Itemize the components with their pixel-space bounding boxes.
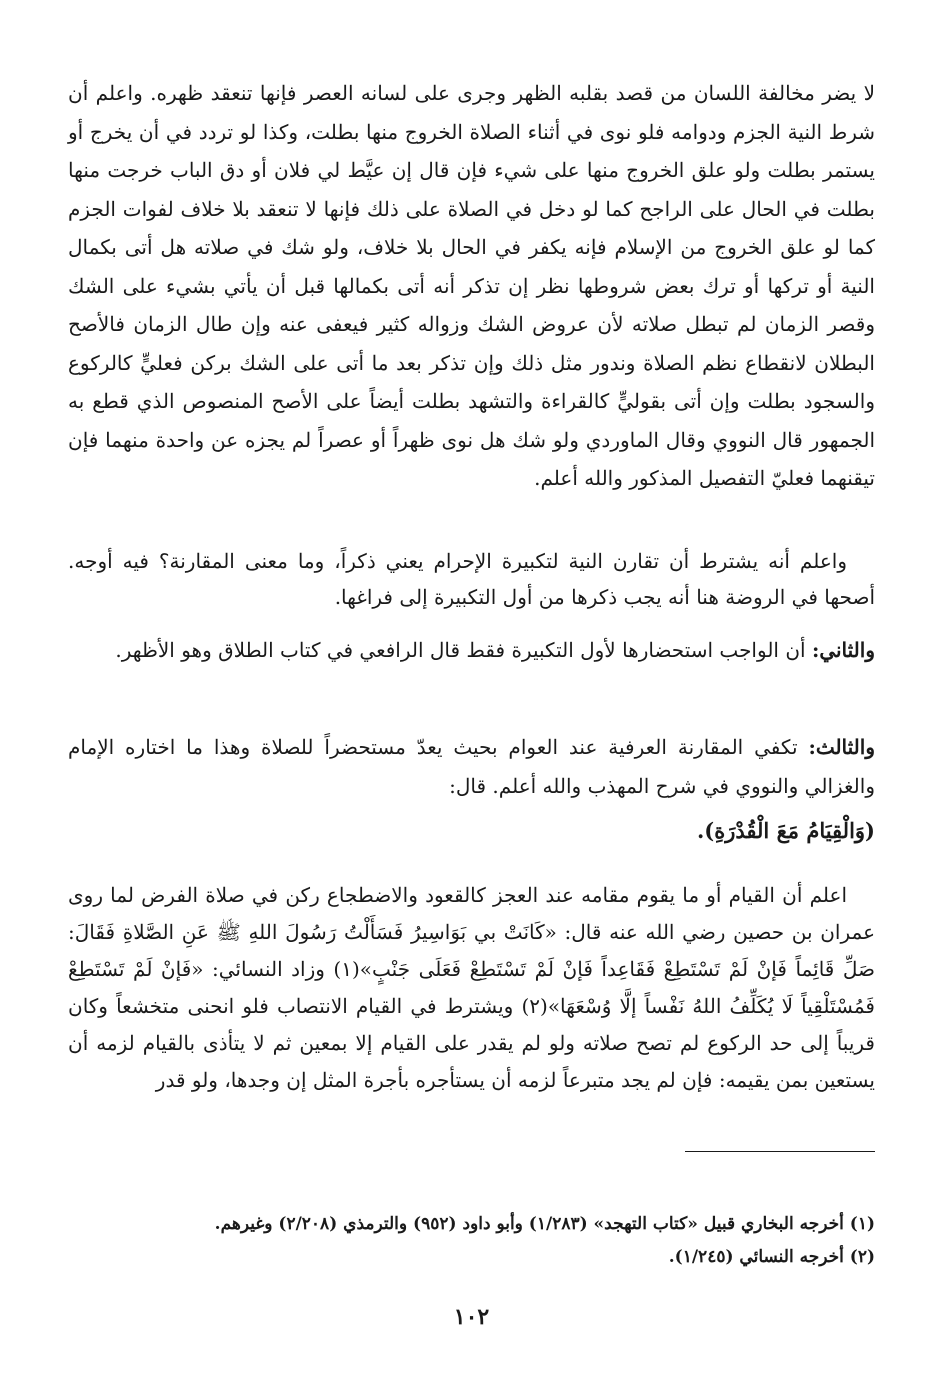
body-paragraph-5: اعلم أن القيام أو ما يقوم مقامه عند العجز كالقعود والاضطجاع ركن في صلاة الفرض لما روى عمران بن حصين رضي الله عنه قال: «كَانَتْ بي بَوَاسِيرُ فَسَأَلْتُ رَسُولَ اللهِ ﷺ عَنِ الصَّلاةِ فَقَالَ: صَلِّ قَائِماً فَإنْ لَمْ تَسْتَطِعْ فَقَاعِداً فَإنْ لَمْ تَسْتَطِعْ فَعَلَى جَنْبٍ»(١) وزاد النسائي: «فَإنْ لَمْ تَسْتَطِعْ فَمُسْتَلْقِياً لَا يُكَلِّفُ اللهُ نَفْساً إلَّا وُسْعَهَا»(٢) ويشترط في القيام الانتصاب فلو انحنى متخشعاً وكان قريباً إلى حد الركوع لم تصح صلاته ولو لم يقدر على القيام إلا بمعين ثم لا يتأذى بالقيام لزمه أن يستعين بمن يقيمه: فإن لم يجد متبرعاً لزمه أن يستأجره بأجرة المثل إن وجدها، ولو قدر — [68, 883, 875, 1092]
option-label-second: والثاني: — [811, 638, 875, 662]
body-paragraph-1: لا يضر مخالفة اللسان من قصد بقلبه الظهر وجرى على لسانه العصر فإنها تنعقد ظهره. واعلم أن شرط النية الجزم ودوامه فلو نوى في أثناء الصلاة الخروج منها بطلت، وكذا لو تردد في أن يخرج أو يستمر بطلت ولو علق الخروج منها على شيء فإن قال إن عيَّط لي فلان أو دق الباب خرجت منها بطلت في الحال على الراجح كما لو دخل في الصلاة على ذلك فإنها لا تنعقد بلا خلاف لفوات الجزم كما لو علق الخروج من الإسلام فإنه يكفر في الحال بلا خلاف، ولو شك في صلاته هل أتى بكمال النية أو تركها أو ترك بعض شروطها نظر إن تذكر أنه أتى بكمالها قبل أن يأتي بشيء على الشك وقصر الزمان لم تبطل صلاته لأن عروض الشك وزواله كثير فيعفى عنه وإن طال الزمان فالأصح البطلان لانقطاع نظم الصلاة وندور مثل ذلك وإن تذكر بعد ما أتى على الشك بركن فعليٍّ كالركوع والسجود بطلت وإن أتى بقوليٍّ كالقراءة والتشهد بطلت أيضاً على الأصح المنصوص الذي قطع به الجمهور قال النووي وقال الماوردي ولو شك هل نوى ظهراً أو عصراً لم يجزه عن واحدة منهما فإن تيقنهما فعليّ التفصيل المذكور والله أعلم. — [68, 81, 875, 490]
footnote-2: (٢) أخرجه النسائي (١/٢٤٥). — [668, 1247, 875, 1267]
option-text-third: تكفي المقارنة العرفية عند العوام بحيث يعدّ مستحضراً للصلاة وهذا ما اختاره الإمام والغزالي والنووي في شرح المهذب والله أعلم. قال: — [68, 735, 875, 798]
footnote-separator — [685, 1151, 875, 1152]
body-paragraph-2: واعلم أنه يشترط أن تقارن النية لتكبيرة الإحرام يعني ذكراً، وما معنى المقارنة؟ فيه أوجه. أصحها في الروضة هنا أنه يجب ذكرها من أول التكبيرة إلى فراغها. — [68, 549, 875, 609]
option-text-second: أن الواجب استحضارها لأول التكبيرة فقط قال الرافعي في كتاب الطلاق وهو الأظهر. — [115, 638, 812, 662]
option-label-third: والثالث: — [808, 735, 875, 759]
footnotes — [68, 1208, 875, 1274]
footnote-1: (١) أخرجه البخاري قبيل «كتاب التهجد» (١/٢٨٣) وأبو داود (٩٥٢) والترمذي (٢/٢٠٨) وغيرهم. — [214, 1214, 875, 1234]
page-number: ١٠٢ — [453, 1304, 490, 1330]
matn-quote: (وَالْقِيَامُ مَعَ الْقُدْرَةِ). — [697, 818, 875, 843]
body-paragraph-4 — [68, 728, 875, 805]
body-paragraph-3 — [68, 631, 875, 670]
